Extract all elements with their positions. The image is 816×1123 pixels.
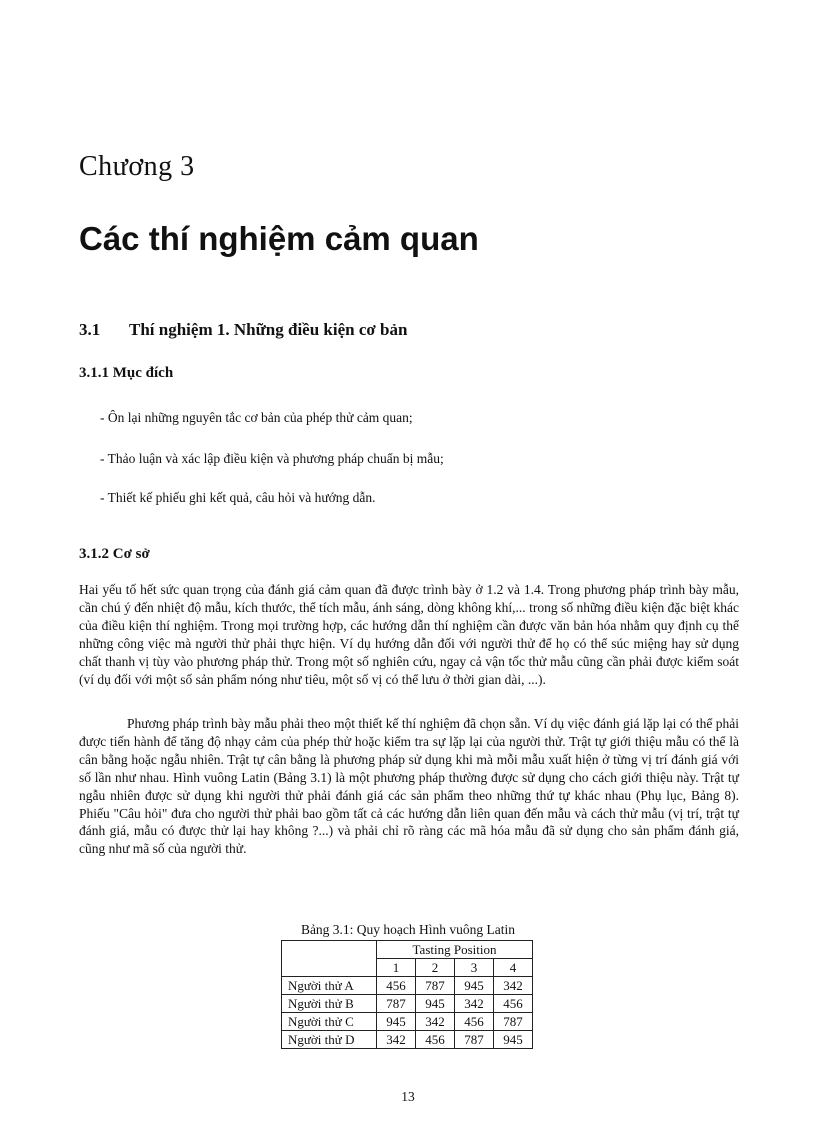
code-cell: 456 <box>455 1013 494 1031</box>
code-cell: 342 <box>494 977 533 995</box>
table-row <box>282 977 533 995</box>
bullet-item: - Ôn lại những nguyên tắc cơ bản của phép thử cảm quan; <box>100 410 413 425</box>
column-header: 1 <box>377 959 416 977</box>
table-row <box>282 1013 533 1031</box>
tester-cell: Người thử D <box>282 1031 377 1049</box>
chapter-label: Chương 3 <box>79 151 195 182</box>
code-cell: 787 <box>455 1031 494 1049</box>
code-cell: 945 <box>377 1013 416 1031</box>
section-number: 3.1 <box>79 320 101 339</box>
table-row <box>282 1031 533 1049</box>
code-cell: 787 <box>416 977 455 995</box>
table-corner-cell <box>282 941 377 977</box>
body-paragraph: Phương pháp trình bày mẫu phải theo một thiết kế thí nghiệm đã chọn sẵn. Ví dụ việc đánh giá lặp lại có thể phải được tiến hành để tăng độ nhạy cảm của phép thử hoặc kiểm tra sự lặp lại của người thử. Trật tự giới thiệu mẫu có thể là cân bằng hoặc ngẫu nhiên. Trật tự cân bằng là phương pháp sử dụng khi mà mỗi mẫu xuất hiện ở từng vị trí đánh giá với số lần như nhau. Hình vuông Latin (Bảng 3.1) là một phương pháp thường được sử dụng cho cách giới thiệu này. Trật tự ngẫu nhiên được sử dụng khi người thử phải đánh giá các sản phẩm theo những thứ tự khác nhau (Phụ lục, Bảng 8). Phiếu "Câu hỏi" đưa cho người thử phải bao gồm tất cả các hướng dẫn liên quan đến mẫu và cách thử mẫu (vị trí, trật tự đánh giá, mẫu có được thử lại hay không ?...) và phải chỉ rõ ràng các mã hóa mẫu đã sử dụng cho sản phẩm đánh giá, cũng như mã số của người thử. <box>79 716 739 857</box>
column-header: 4 <box>494 959 533 977</box>
code-cell: 787 <box>377 995 416 1013</box>
tester-cell: Người thử C <box>282 1013 377 1031</box>
page-number: 13 <box>401 1089 415 1104</box>
tester-cell: Người thử B <box>282 995 377 1013</box>
table-group-header: Tasting Position <box>377 941 533 959</box>
code-cell: 456 <box>416 1031 455 1049</box>
code-cell: 456 <box>494 995 533 1013</box>
code-cell: 945 <box>455 977 494 995</box>
code-cell: 342 <box>416 1013 455 1031</box>
code-cell: 787 <box>494 1013 533 1031</box>
subsection-heading-basis: 3.1.2 Cơ sở <box>79 546 150 562</box>
code-cell: 945 <box>416 995 455 1013</box>
column-header: 2 <box>416 959 455 977</box>
bullet-item: - Thiết kế phiếu ghi kết quả, câu hỏi và hướng dẫn. <box>100 490 376 505</box>
section-title: Thí nghiệm 1. Những điều kiện cơ bản <box>129 320 408 339</box>
code-cell: 456 <box>377 977 416 995</box>
table-row <box>282 995 533 1013</box>
latin-square-table <box>281 940 533 1049</box>
section-heading <box>79 320 407 340</box>
bullet-item: - Thảo luận và xác lập điều kiện và phương pháp chuẩn bị mẫu; <box>100 451 444 466</box>
tester-cell: Người thử A <box>282 977 377 995</box>
chapter-title: Các thí nghiệm cảm quan <box>79 220 479 257</box>
code-cell: 945 <box>494 1031 533 1049</box>
code-cell: 342 <box>377 1031 416 1049</box>
code-cell: 342 <box>455 995 494 1013</box>
table-header-row <box>282 941 533 959</box>
subsection-heading-purpose: 3.1.1 Mục đích <box>79 365 174 381</box>
body-paragraph: Hai yếu tố hết sức quan trọng của đánh giá cảm quan đã được trình bày ở 1.2 và 1.4. Trong phương pháp trình bày mẫu, cần chú ý đến nhiệt độ mẫu, kích thước, thể tích mẫu, ánh sáng, dòng không khí,... trong số những điều kiện đặc biệt khác của điều kiện thí nghiệm. Trong mọi trường hợp, các hướng dẫn thí nghiệm cần được văn bản hóa nhằm quy định cụ thể những công việc mà người thử phải thực hiện. Ví dụ hướng dẫn đối với người thử để họ có thể súc miệng hay sử dụng chất thanh vị tùy vào phương pháp thử. Trong một số nghiên cứu, ngay cả vận tốc thử mẫu cũng cần phải được kiểm soát (ví dụ đối với một số sản phẩm nóng như tiêu, một số vị có thể lưu ở thời gian dài, ...). <box>79 582 739 687</box>
table-caption: Bảng 3.1: Quy hoạch Hình vuông Latin <box>300 922 516 937</box>
column-header: 3 <box>455 959 494 977</box>
